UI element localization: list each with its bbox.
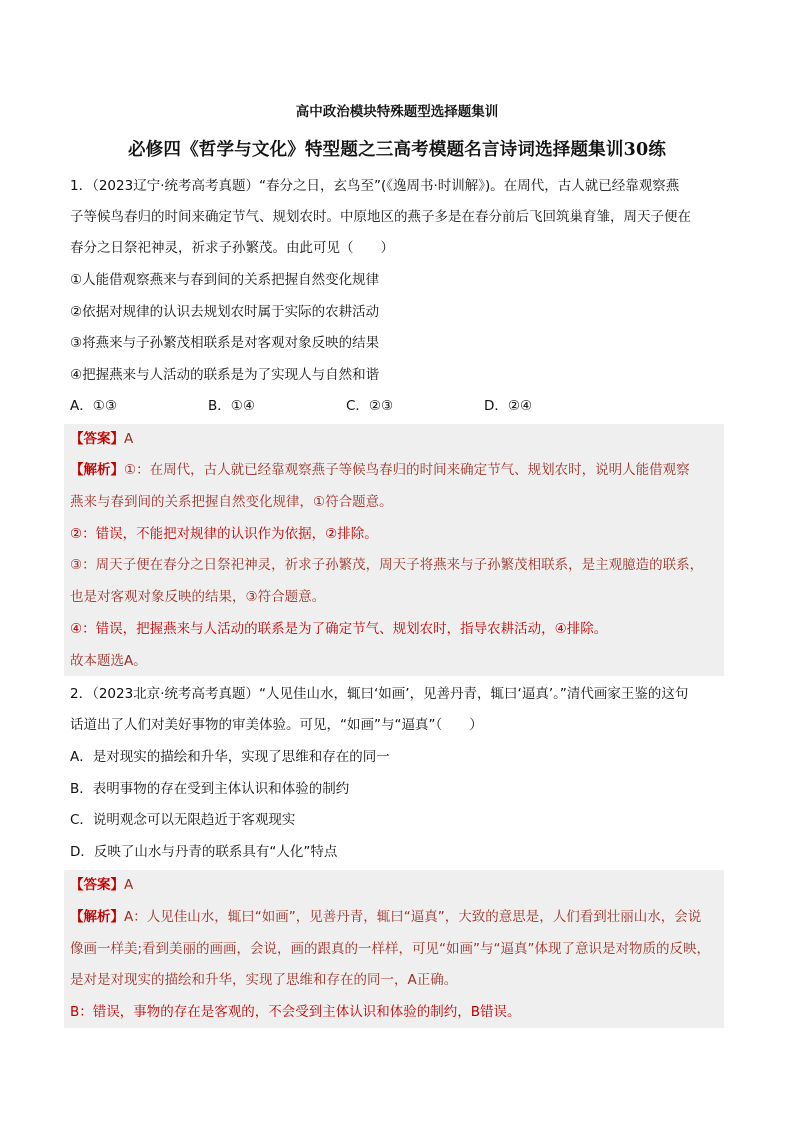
answer-value: A [124,431,134,447]
q1-option-a: A．①③ [70,398,117,414]
q2-option-d: D．反映了山水与丹青的联系具有“人化”特点 [70,844,338,860]
q1-item: ③将燕来与子孙繁茂相联系是对客观对象反映的结果 [70,335,380,351]
q1-stem-line: 1．（2023辽宁·统考高考真题）“春分之日，玄鸟至”(《逸周书·时训解》)。在周代，古人就已经靠观察燕 [70,178,680,194]
doc-main-title: 必修四《哲学与文化》特型题之三高考模题名言诗词选择题集训30练 [127,140,667,160]
answer-tag: 【答案】 [70,431,124,447]
q2-option-b: B．表明事物的存在受到主体认识和体验的制约 [70,781,350,797]
q1-analysis-line: ④：错误，把握燕来与人活动的联系是为了确定节气、规划农时，指导农耕活动，④排除。 [70,621,608,637]
q2-analysis-line: B：错误，事物的存在是客观的，不会受到主体认识和体验的制约，B错误。 [70,1004,521,1020]
q2-answer [70,875,730,895]
q2-stem-line: 2．（2023北京·统考高考真题）“人见佳山水，辄曰‘如画’，见善丹青，辄曰‘逼真’。”清代画家王鉴的这句 [70,686,689,702]
q1-item: ①人能借观察燕来与春到间的关系把握自然变化规律 [70,272,380,288]
q2-analysis-line: 是对是对现实的描绘和升华，实现了思维和存在的同一，A正确。 [70,972,458,988]
q1-answer [70,429,730,449]
answer-value: A [124,877,134,893]
q2-analysis-line: 像画一样美;看到美丽的画画，会说，画的跟真的一样样，可见“如画”与“逼真”体现了意识是对物质的反映， [70,941,711,957]
q1-item: ④把握燕来与人活动的联系是为了实现人与自然和谐 [70,367,380,383]
q2-analysis-line: 【解析】A：人见佳山水，辄曰“如画”，见善丹青，辄曰“逼真”，大致的意思是，人们看到壮丽山水，会说 [70,909,702,925]
q1-option-b: B．①④ [208,398,255,414]
answer-tag: 【答案】 [70,877,124,893]
q1-analysis-line: ②：错误，不能把对规律的认识作为依据，②排除。 [70,526,378,542]
q1-analysis-line: 故本题选A。 [70,653,147,669]
doc-header-title: 高中政治模块特殊题型选择题集训 [295,104,499,120]
q1-option-d: D．②④ [484,398,533,414]
q1-analysis-line: 【解析】①：在周代，古人就已经靠观察燕子等候鸟春归的时间来确定节气、规划农时，说明人能借观察 [70,462,690,478]
q1-stem-line: 春分之日祭祀神灵，祈求子孙繁茂。由此可见（ ） [70,240,394,256]
q2-option-a: A．是对现实的描绘和升华，实现了思维和存在的同一 [70,749,390,765]
analysis-tag: 【解析】 [70,909,124,925]
analysis-tag: 【解析】 [70,462,124,478]
q2-stem-line: 话道出了人们对美好事物的审美体验。可见，“如画”与“逼真”（ ） [70,717,483,733]
q1-options [70,396,730,416]
q1-option-c: C．②③ [346,398,394,414]
q1-item: ②依据对规律的认识去规划农时属于实际的农耕活动 [70,304,380,320]
q1-analysis-line: 燕来与春到间的关系把握自然变化规律，①符合题意。 [70,494,393,510]
q1-stem-line: 子等候鸟春归的时间来确定节气、规划农时。中原地区的燕子多是在春分前后飞回筑巢育雏，周天子便在 [70,209,691,225]
q2-option-c: C．说明观念可以无限趋近于客观现实 [70,812,296,828]
q1-analysis-line: ③：周天子便在春分之日祭祀神灵，祈求子孙繁茂，周天子将燕来与子孙繁茂相联系，是主观臆造的联系， [70,557,704,573]
q1-analysis-line: 也是对客观对象反映的结果，③符合题意。 [70,589,326,605]
